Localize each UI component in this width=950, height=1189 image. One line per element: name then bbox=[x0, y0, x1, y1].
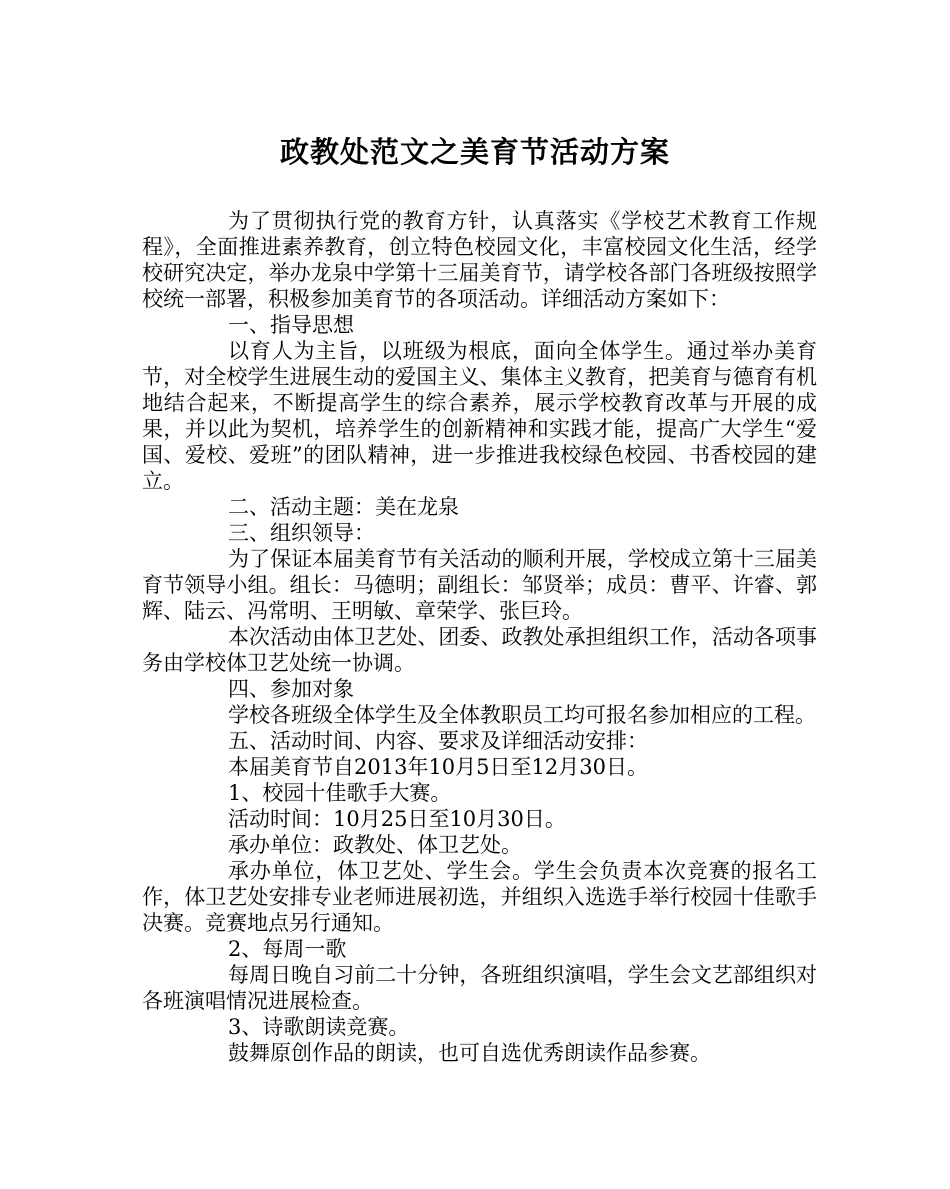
paragraph-participants: 学校各班级全体学生及全体教职员工均可报名参加相应的工程。 bbox=[228, 703, 816, 727]
section-heading-participants: 四、参加对象 bbox=[228, 677, 354, 701]
section-heading-leadership: 三、组织领导： bbox=[228, 521, 375, 545]
document-title: 政教处范文之美育节活动方案 bbox=[279, 135, 670, 169]
paragraph-organizers: 本次活动由体卫艺处、团委、政教处承担组织工作，活动各项事务由学校体卫艺处统一协调。 bbox=[142, 625, 817, 675]
item-heading-poetry-reading: 3、诗歌朗读竞赛。 bbox=[228, 1015, 410, 1039]
paragraph-singer-contest-details: 承办单位，体卫艺处、学生会。学生会负责本次竞赛的报名工作，体卫艺处安排专业老师进展初选，并组织入选选手举行校园十佳歌手决赛。竞赛地点另行通知。 bbox=[142, 859, 817, 935]
section-heading-guiding-thought: 一、指导思想 bbox=[228, 313, 354, 337]
paragraph-singer-contest-time: 活动时间：10月25日至10月30日。 bbox=[228, 807, 566, 831]
section-heading-schedule: 五、活动时间、内容、要求及详细活动安排： bbox=[228, 729, 648, 753]
paragraph-guiding-thought: 以育人为主旨，以班级为根底，面向全体学生。通过举办美育节，对全校学生进展生动的爱国主义、集体主义教育，把美育与德育有机地结合起来，不断提高学生的综合素养，展示学校教育改革与开展的成果，并以此为契机，培养学生的创新精神和实践才能，提高广大学生“爱国、爱校、爱班”的团队精神，进一步推进我校绿色校园、书香校园的建立。 bbox=[142, 339, 817, 493]
section-heading-theme: 二、活动主题：美在龙泉 bbox=[228, 495, 459, 519]
item-heading-singer-contest: 1、校园十佳歌手大赛。 bbox=[228, 781, 452, 805]
paragraph-weekly-song: 每周日晚自习前二十分钟，各班组织演唱，学生会文艺部组织对各班演唱情况进展检查。 bbox=[142, 963, 817, 1013]
paragraph-festival-dates: 本届美育节自2013年10月5日至12月30日。 bbox=[228, 755, 648, 779]
paragraph-leadership-group: 为了保证本届美育节有关活动的顺利开展，学校成立第十三届美育节领导小组。组长：马德明；副组长：邹贤举；成员：曹平、许睿、郭辉、陆云、冯常明、王明敏、章荣学、张巨玲。 bbox=[142, 547, 817, 623]
document-body bbox=[142, 208, 817, 1066]
item-heading-weekly-song: 2、每周一歌 bbox=[228, 937, 347, 961]
paragraph-singer-contest-hosts: 承办单位：政教处、体卫艺处。 bbox=[228, 833, 522, 857]
paragraph-poetry-reading: 鼓舞原创作品的朗读，也可自选优秀朗读作品参赛。 bbox=[228, 1041, 711, 1065]
paragraph-intro: 为了贯彻执行党的教育方针，认真落实《学校艺术教育工作规程》，全面推进素养教育，创立特色校园文化，丰富校园文化生活，经学校研究决定，举办龙泉中学第十三届美育节，请学校各部门各班级按照学校统一部署，积极参加美育节的各项活动。详细活动方案如下： bbox=[142, 209, 817, 311]
